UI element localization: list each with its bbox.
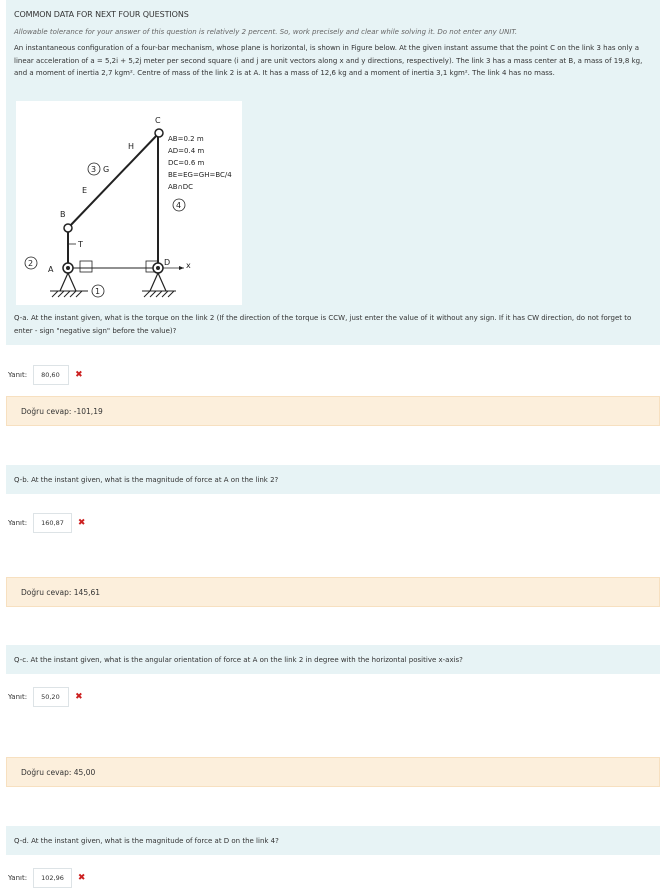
question-a-answer <box>8 365 83 385</box>
correct-answer-c: Doğru cevap: 45,00 <box>21 767 96 777</box>
question-d-text: Q-d. At the instant given, what is the magnitude of force at D on the link 4? <box>14 837 279 845</box>
support-a <box>60 273 76 291</box>
label-link-3: 3 <box>91 165 97 174</box>
question-b-feedback <box>6 577 660 607</box>
label-e: E <box>82 186 88 195</box>
question-b-answer <box>8 513 85 533</box>
mechanism-figure <box>16 101 242 305</box>
question-d-box <box>6 826 660 855</box>
answer-c-input[interactable]: 50,20 <box>33 687 69 707</box>
answer-b-label: Yanıt: <box>8 519 28 527</box>
joint-b <box>64 224 72 232</box>
label-link-4: 4 <box>176 201 182 210</box>
question-c-text: Q-c. At the instant given, what is the angular orientation of force at A on the link 2 in degree with the horizontal positive x-axis? <box>14 656 463 664</box>
correct-answer-b: Doğru cevap: 145,61 <box>21 587 101 597</box>
question-c-answer <box>8 687 83 707</box>
support-d <box>150 273 166 291</box>
ground-right <box>142 291 176 297</box>
joint-d-center <box>156 266 160 270</box>
incorrect-icon: ✖ <box>75 370 83 380</box>
question-a-text: Q-a. At the instant given, what is the torque on the link 2 (If the direction of the torque is CCW, just enter the value of it without any sign. If it has CW direction, do not forget to enter - sign "negative sign" before the value)? <box>14 314 632 335</box>
link-3 <box>68 133 159 228</box>
answer-a-input[interactable]: 80,60 <box>33 365 69 385</box>
label-g: G <box>103 165 110 174</box>
question-a-feedback <box>6 396 660 426</box>
label-a: A <box>48 265 54 274</box>
dim-ab: AB=0.2 m <box>168 135 204 143</box>
ground-left <box>50 291 88 297</box>
joint-c <box>155 129 163 137</box>
incorrect-icon: ✖ <box>77 873 86 883</box>
answer-b-input[interactable]: 160,87 <box>33 513 72 533</box>
common-data-title: COMMON DATA FOR NEXT FOUR QUESTIONS <box>14 10 189 19</box>
question-b-box <box>6 465 660 494</box>
dim-dc: DC=0.6 m <box>168 159 205 167</box>
label-d: D <box>164 258 171 267</box>
question-c-feedback <box>6 757 660 787</box>
dim-perpendicular: AB∩DC <box>168 183 193 191</box>
label-x: x <box>186 261 191 270</box>
dim-ad: AD=0.4 m <box>168 147 205 155</box>
label-t: T <box>78 240 83 249</box>
label-c: C <box>155 116 161 125</box>
question-c-box <box>6 645 660 674</box>
label-b: B <box>60 210 66 219</box>
question-b-text: Q-b. At the instant given, what is the magnitude of force at A on the link 2? <box>14 476 279 484</box>
label-link-1: 1 <box>95 287 101 296</box>
four-bar-diagram <box>16 101 242 305</box>
tolerance-note: Allowable tolerance for your answer of this question is relatively 2 percent. So, work precisely and clear while solving it. Do not enter any UNIT. <box>14 28 518 36</box>
incorrect-icon: ✖ <box>77 518 86 528</box>
answer-a-label: Yanıt: <box>8 371 28 379</box>
joint-a-center <box>66 266 70 270</box>
label-h: H <box>128 142 135 151</box>
label-link-2: 2 <box>28 259 34 268</box>
incorrect-icon: ✖ <box>75 692 83 702</box>
x-axis-arrowhead <box>179 266 184 270</box>
frame-box-a <box>80 261 92 272</box>
answer-d-input[interactable]: 102,96 <box>33 868 72 888</box>
answer-c-label: Yanıt: <box>8 693 28 701</box>
common-data-panel <box>6 0 660 345</box>
problem-statement: An instantaneous configuration of a four-bar mechanism, whose plane is horizontal, is shown in Figure below. At the given instant assume that the point C on the link 3 has only a linear acceleration of a = 5,2i + 5,2j meter per second square (i and j are unit vectors along x and y directions, respectively). The link 3 has a mass center at B, a mass of 19,8 kg, and a moment of inertia 2,7 kgm². Centre of mass of the link 2 is at A. It has a mass of 12,6 kg and a moment of inertia 3,1 kgm². The link 4 has no mass. <box>14 44 643 77</box>
correct-answer-a: Doğru cevap: -101,19 <box>21 406 103 416</box>
answer-d-label: Yanıt: <box>8 874 28 882</box>
dim-segments: BE=EG=GH=BC/4 <box>168 171 232 179</box>
question-d-answer <box>8 868 85 888</box>
